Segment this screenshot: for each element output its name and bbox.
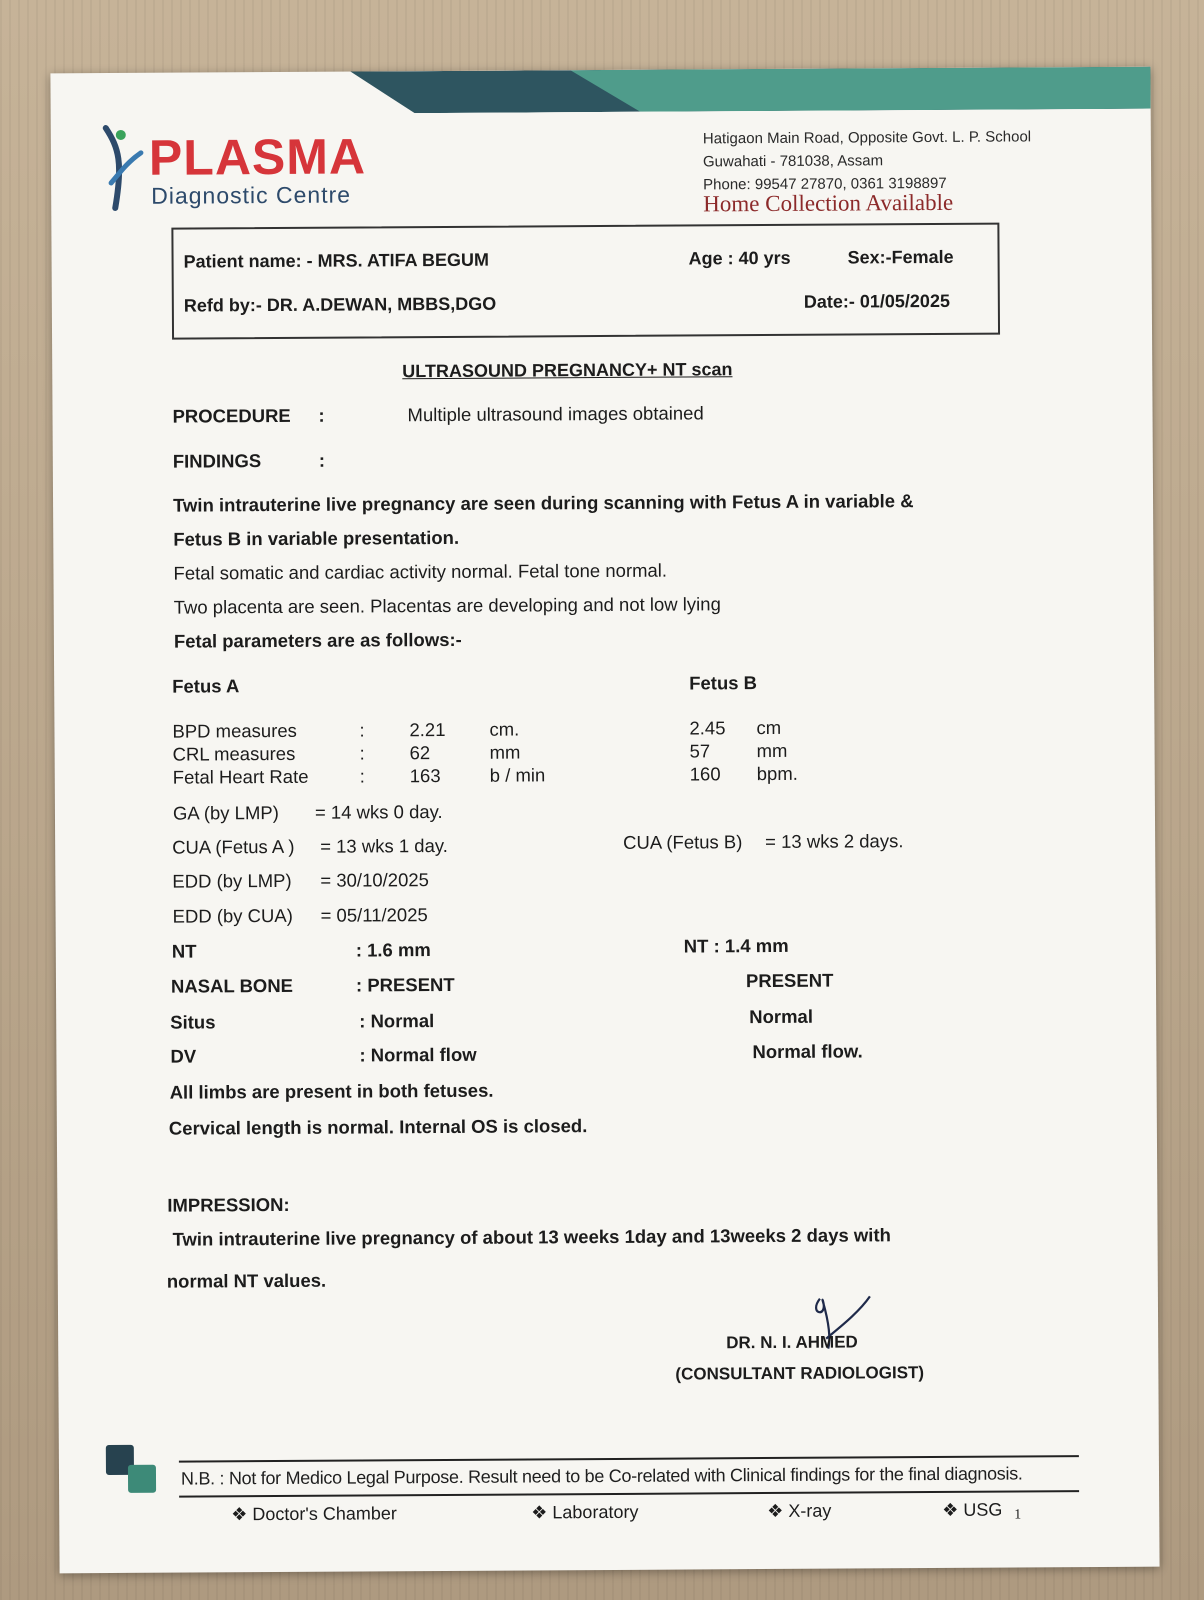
- situs-label: Situs: [170, 1011, 216, 1033]
- doctor-name: DR. N. I. AHMED: [726, 1332, 858, 1353]
- address-line-2: Guwahati - 781038, Assam: [702, 152, 884, 171]
- bpd-unit-b: cm: [756, 716, 782, 739]
- fhr-colon: :: [359, 765, 365, 787]
- bpd-label: BPD measures: [172, 719, 297, 742]
- service-laboratory: ❖ Laboratory: [531, 1501, 639, 1523]
- finding-line-3: Fetal somatic and cardiac activity normal. Fetal tone normal.: [173, 559, 668, 584]
- footer-blocks-icon: [104, 1443, 164, 1503]
- clinic-name: PLASMA: [148, 128, 367, 186]
- dv-value-a: : Normal flow: [359, 1043, 477, 1066]
- header-band-teal: [570, 67, 1150, 113]
- nt-value-a: : 1.6 mm: [355, 939, 431, 961]
- note-cervical: Cervical length is normal. Internal OS is closed.: [168, 1115, 588, 1139]
- page-number: 1: [1014, 1507, 1022, 1523]
- finding-line-1: Twin intrauterine live pregnancy are seen during scanning with Fetus A in variable &: [173, 490, 914, 516]
- impression-line-2: normal NT values.: [166, 1269, 327, 1292]
- finding-line-4: Two placenta are seen. Placentas are developing and not low lying: [173, 593, 721, 618]
- address-line-1: Hatigaon Main Road, Opposite Govt. L. P. School: [702, 128, 1032, 148]
- service-doctors-chamber: ❖ Doctor's Chamber: [231, 1503, 397, 1525]
- clinic-subtitle: Diagnostic Centre: [151, 181, 352, 209]
- bpd-value-a: 2.21: [409, 718, 446, 741]
- crl-value-a: 62: [409, 742, 431, 764]
- fhr-value-b: 160: [689, 763, 721, 785]
- service-usg: ❖ USG: [942, 1499, 1003, 1520]
- nasal-bone-value-b: PRESENT: [745, 969, 834, 992]
- report-title: ULTRASOUND PREGNANCY+ NT scan: [402, 359, 733, 382]
- impression-line-1: Twin intrauterine live pregnancy of about 13 weeks 1day and 13weeks 2 days with: [172, 1224, 891, 1250]
- nasal-bone-label: NASAL BONE: [170, 974, 294, 997]
- report-date: Date:- 01/05/2025: [803, 290, 950, 312]
- ga-value: = 14 wks 0 day.: [314, 800, 443, 823]
- clinic-logo: [101, 121, 402, 213]
- fetus-b-title: Fetus B: [689, 672, 758, 694]
- patient-name: Patient name: - MRS. ATIFA BEGUM: [183, 249, 489, 272]
- patient-age: Age : 40 yrs: [688, 247, 791, 269]
- bpd-value-b: 2.45: [689, 717, 726, 739]
- footer-rule-bottom: [179, 1490, 1079, 1497]
- note-limbs: All limbs are present in both fetuses.: [169, 1079, 494, 1103]
- service-xray: ❖ X-ray: [767, 1500, 832, 1522]
- cua-b-value: = 13 wks 2 days.: [765, 830, 904, 853]
- patient-sex: Sex:-Female: [847, 246, 954, 268]
- ga-label: GA (by LMP): [172, 801, 279, 824]
- nt-label: NT: [171, 940, 197, 962]
- nasal-bone-value-a: : PRESENT: [355, 973, 455, 996]
- situs-value-a: : Normal: [359, 1010, 435, 1032]
- disclaimer: N.B. : Not for Medico Legal Purpose. Result need to be Co-related with Clinical findings for the final diagnosis.: [180, 1463, 1023, 1489]
- doctor-title: (CONSULTANT RADIOLOGIST): [675, 1363, 925, 1384]
- logo-figure-icon: [101, 123, 152, 213]
- edd-lmp-value: = 30/10/2025: [320, 869, 429, 891]
- report-sheet: [50, 67, 1159, 1574]
- finding-line-5: Fetal parameters are as follows:-: [173, 628, 462, 652]
- fetus-a-title: Fetus A: [172, 675, 240, 697]
- fhr-unit-b: bpm.: [756, 762, 798, 785]
- procedure-colon: :: [318, 404, 325, 426]
- finding-line-2: Fetus B in variable presentation.: [173, 526, 460, 550]
- dv-label: DV: [170, 1045, 197, 1067]
- referred-by: Refd by:- DR. A.DEWAN, MBBS,DGO: [183, 293, 497, 316]
- home-collection: Home Collection Available: [703, 189, 954, 217]
- edd-cua-label: EDD (by CUA): [172, 904, 293, 927]
- doctor-signature: [808, 1288, 878, 1368]
- cua-a-value: = 13 wks 1 day.: [320, 834, 448, 857]
- findings-colon: :: [318, 449, 326, 471]
- dv-value-b: Normal flow.: [752, 1040, 863, 1063]
- fhr-value-a: 163: [409, 765, 441, 787]
- address-phone: Phone: 99547 27870, 0361 3198897: [703, 174, 947, 194]
- bpd-colon: :: [359, 719, 365, 741]
- edd-cua-value: = 05/11/2025: [320, 904, 428, 926]
- crl-unit-b: mm: [756, 739, 788, 762]
- edd-lmp-label: EDD (by LMP): [172, 869, 292, 892]
- footer-rule-top: [179, 1455, 1079, 1462]
- nt-value-b: NT : 1.4 mm: [683, 934, 789, 957]
- clinic-address: [703, 125, 1032, 196]
- crl-label: CRL measures: [172, 742, 296, 765]
- crl-value-b: 57: [689, 740, 711, 762]
- situs-value-b: Normal: [749, 1005, 814, 1028]
- crl-colon: :: [359, 742, 365, 764]
- fhr-unit-a: b / min: [489, 764, 546, 786]
- cua-a-label: CUA (Fetus A ): [172, 835, 295, 858]
- bpd-unit-a: cm.: [489, 718, 520, 740]
- fhr-label: Fetal Heart Rate: [172, 765, 309, 788]
- patient-info-box: [171, 223, 1000, 340]
- crl-unit-a: mm: [489, 741, 521, 763]
- cua-b-label: CUA (Fetus B): [623, 831, 743, 853]
- impression-label: IMPRESSION:: [167, 1193, 290, 1216]
- findings-label: FINDINGS: [172, 450, 262, 472]
- procedure-value: Multiple ultrasound images obtained: [407, 402, 704, 426]
- procedure-label: PROCEDURE: [172, 404, 291, 427]
